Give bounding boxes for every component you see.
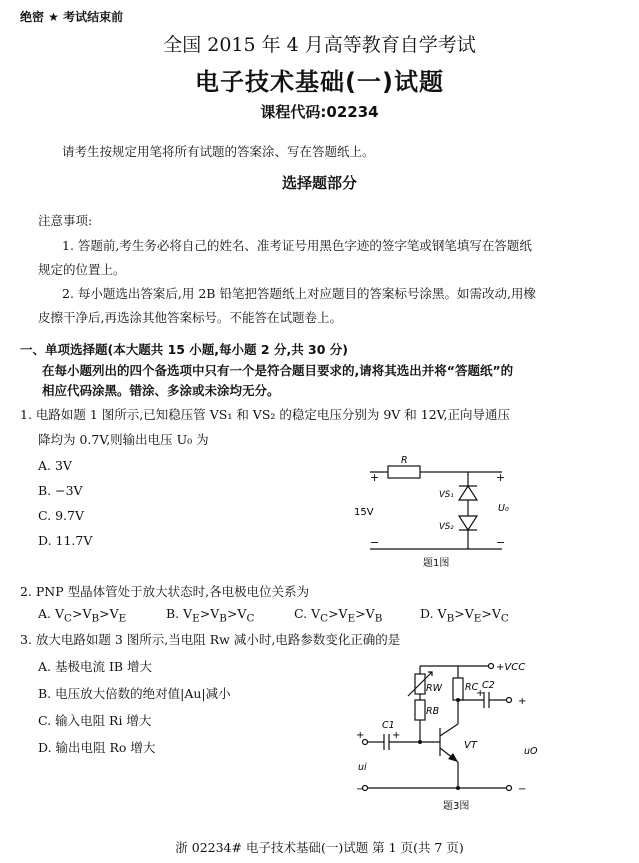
q3-c1-plus: + [392,730,401,741]
q2-option-a: A. $V_C>V_B>V_E$ [38,606,127,625]
q3-rb-label: RB [426,706,440,717]
q3-uo-label: uO [524,746,538,757]
q3-c1-label: C1 [382,720,395,731]
instruction-text: 请考生按规定用笔将所有试题的答案涂、写在答题纸上。 [62,144,375,159]
q3-option-a: A. 基极电流 IB 增大 [38,659,153,674]
q1-option-b: B. −3V [38,483,83,498]
page-footer: 浙 02234# 电子技术基础(一)试题 第 1 页(共 7 页) [175,840,464,855]
q1-minus-left: − [370,536,380,549]
q2-option-d: D. $V_B>V_E>V_C$ [420,606,509,625]
q3-plus-input: + [356,730,365,741]
q3-stem: 3. 放大电路如题 3 图所示,当电阻 Rw 减小时,电路参数变化正确的是 [20,632,401,647]
section-title: 选择题部分 [281,174,357,192]
part1-desc-line1: 在每小题列出的四个备选项中只有一个是符合题目要求的,请将其选出并将“答题纸”的 [42,363,514,378]
exam-title: 全国 2015 年 4 月高等教育自学考试 [163,34,476,56]
q2-option-b: B. $V_E>V_B>V_C$ [166,606,255,625]
q1-source-label: 15V [354,507,374,518]
q2-option-c: C. $V_C>V_E>V_B$ [294,606,383,625]
q1-option-a: A. 3V [38,458,72,473]
q3-ui-label: ui [358,762,367,773]
q3-minus-input: − [356,784,365,795]
q3-plus-output: + [518,696,527,707]
q1-stem-line1: 1. 电路如题 1 图所示,已知稳压管 VS₁ 和 VS₂ 的稳定电压分别为 9V 和 12V,正向导通压 [20,407,510,422]
q1-figure-caption: 题1图 [423,558,450,569]
part1-desc-line2: 相应代码涂黑。错涂、多涂或未涂均无分。 [42,383,280,398]
q1-resistor-label: R [401,455,408,466]
q1-option-c: C. 9.7V [38,508,84,523]
notes-item1-line1: 1. 答题前,考生务必将自己的姓名、准考证号用黑色字迹的签字笔或钢笔填写在答题纸 [62,238,532,253]
q3-option-c: C. 输入电阻 Ri 增大 [38,713,152,728]
notes-item2-line1: 2. 每小题选出答案后,用 2B 铅笔把答题纸上对应题目的答案标号涂黑。如需改动,用橡 [62,286,536,301]
secret-label: 绝密 ★ 考试结束前 [20,10,124,24]
q3-option-d: D. 输出电阻 Ro 增大 [38,740,156,755]
q3-amplifier-figure [348,652,548,817]
q2-stem: 2. PNP 型晶体管处于放大状态时,各电极电位关系为 [20,584,310,599]
q1-vs2-label: VS₂ [439,522,454,532]
q3-rc-label: RC [465,682,479,693]
q1-plus-right: + [496,471,506,484]
notes-item1-line2: 规定的位置上。 [38,262,126,277]
part1-heading: 一、单项选择题(本大题共 15 小题,每小题 2 分,共 30 分) [20,342,349,357]
notes-item2-line2: 皮擦干净后,再选涂其他答案标号。不能答在试题卷上。 [38,310,342,325]
q3-vcc-label: +VCC [496,662,526,673]
q1-vs1-label: VS₁ [439,490,454,500]
q3-vt-label: VT [464,740,477,751]
q1-minus-right: − [496,536,506,549]
q1-plus-left: + [370,471,380,484]
q1-stem-line2: 降均为 0.7V,则输出电压 U₀ 为 [38,432,209,447]
q3-figure-caption: 题3图 [443,801,470,812]
subject-title: 电子技术基础(一)试题 [195,68,444,96]
q3-option-b: B. 电压放大倍数的绝对值|Au|减小 [38,686,231,701]
q1-output-label: U₀ [498,503,509,514]
notes-heading: 注意事项: [38,213,93,228]
q3-minus-output: − [518,784,527,795]
q1-circuit-figure [340,455,540,571]
course-code: 课程代码:02234 [260,103,379,121]
q1-option-d: D. 11.7V [38,533,93,548]
q3-c2-plus: + [476,688,485,699]
q3-rw-label: RW [426,683,442,694]
q3-c2-label: C2 [482,680,495,691]
